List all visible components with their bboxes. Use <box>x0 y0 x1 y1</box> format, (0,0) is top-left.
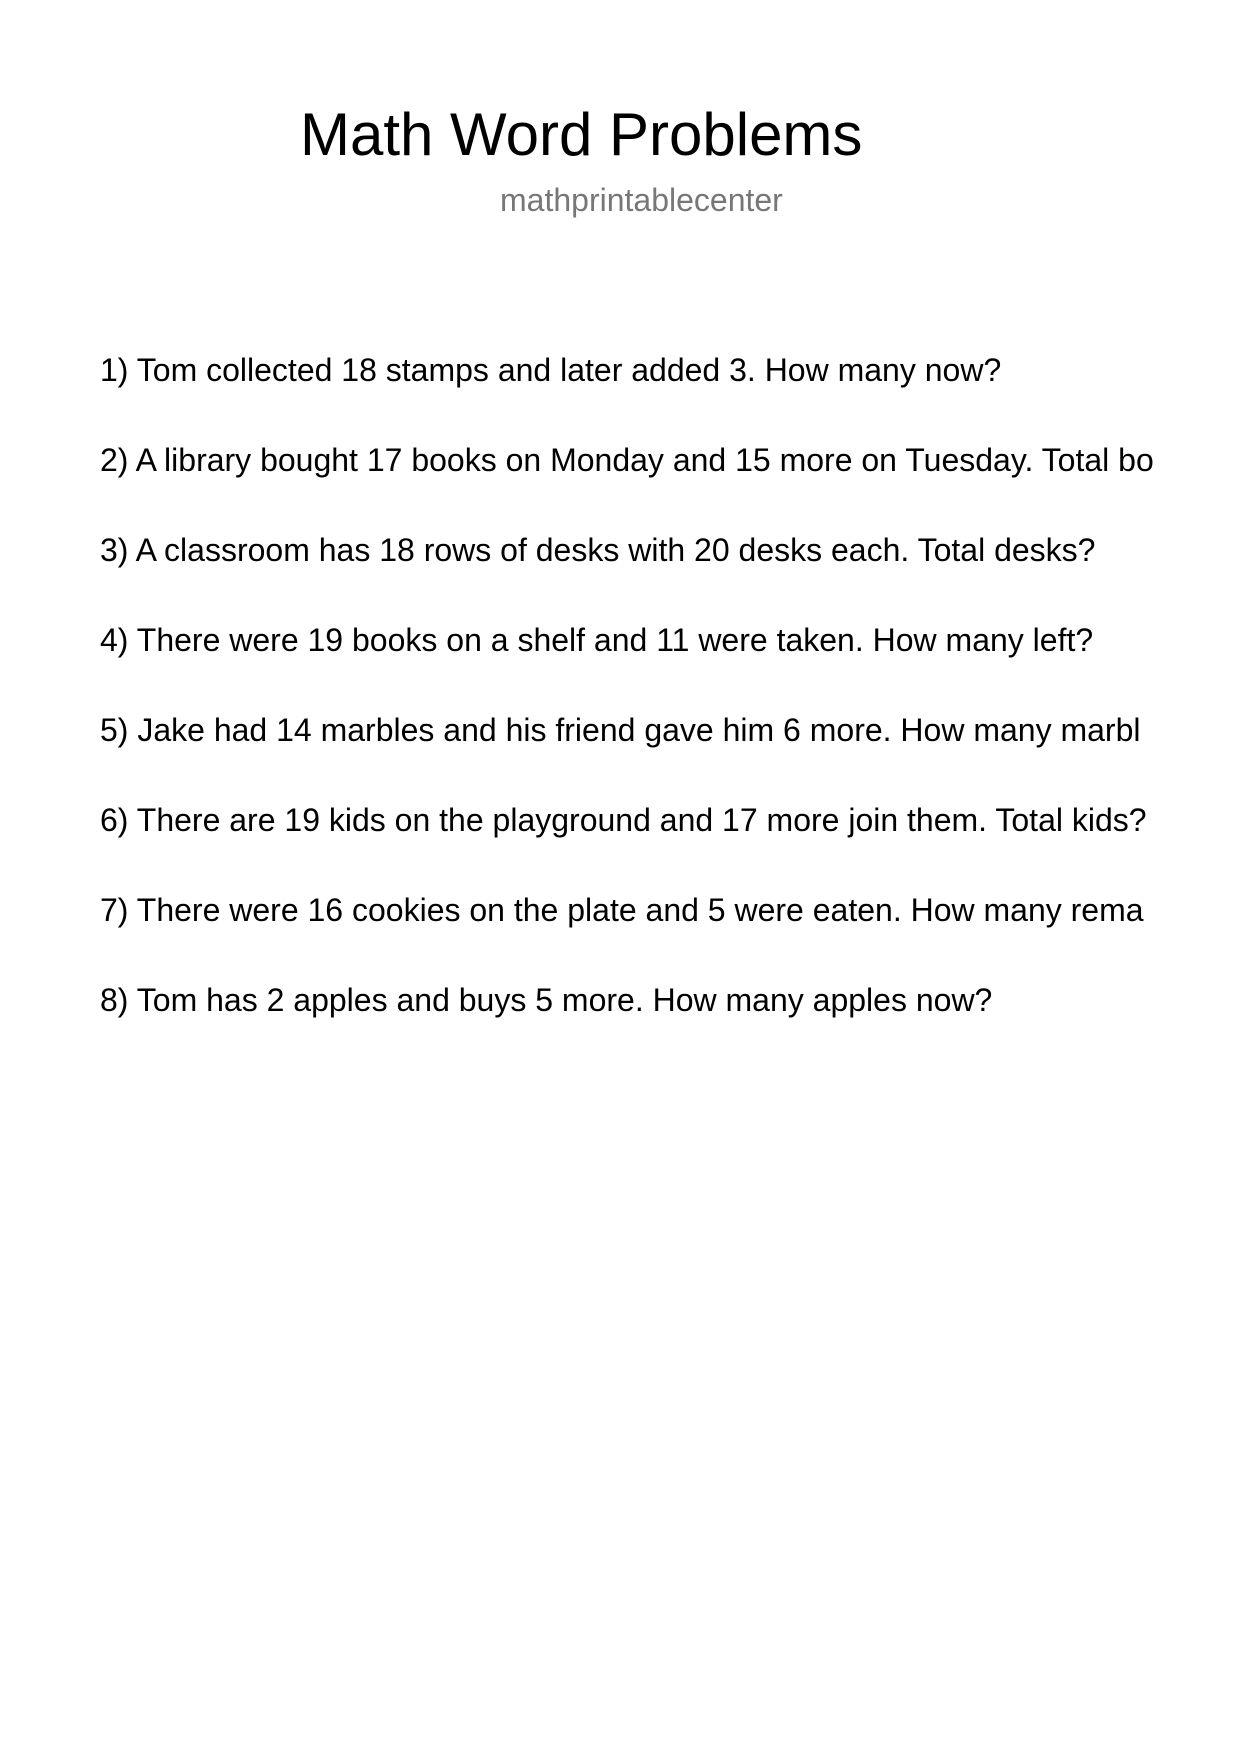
problem-3: 3) A classroom has 18 rows of desks with 20 desks each. Total desks? <box>100 532 1096 568</box>
page-title: Math Word Problems <box>300 101 863 168</box>
page-subtitle: mathprintablecenter <box>500 182 783 218</box>
problem-list <box>100 348 1240 1068</box>
problem-4: 4) There were 19 books on a shelf and 11 were taken. How many left? <box>100 622 1094 658</box>
problem-5: 5) Jake had 14 marbles and his friend gave him 6 more. How many marbl <box>100 712 1141 748</box>
problem-2: 2) A library bought 17 books on Monday and 15 more on Tuesday. Total bo <box>100 442 1154 478</box>
problem-7: 7) There were 16 cookies on the plate and 5 were eaten. How many rema <box>100 892 1144 928</box>
problem-6: 6) There are 19 kids on the playground and 17 more join them. Total kids? <box>100 802 1147 838</box>
problem-8: 8) Tom has 2 apples and buys 5 more. How many apples now? <box>100 982 993 1018</box>
problem-1: 1) Tom collected 18 stamps and later added 3. How many now? <box>100 352 1002 388</box>
